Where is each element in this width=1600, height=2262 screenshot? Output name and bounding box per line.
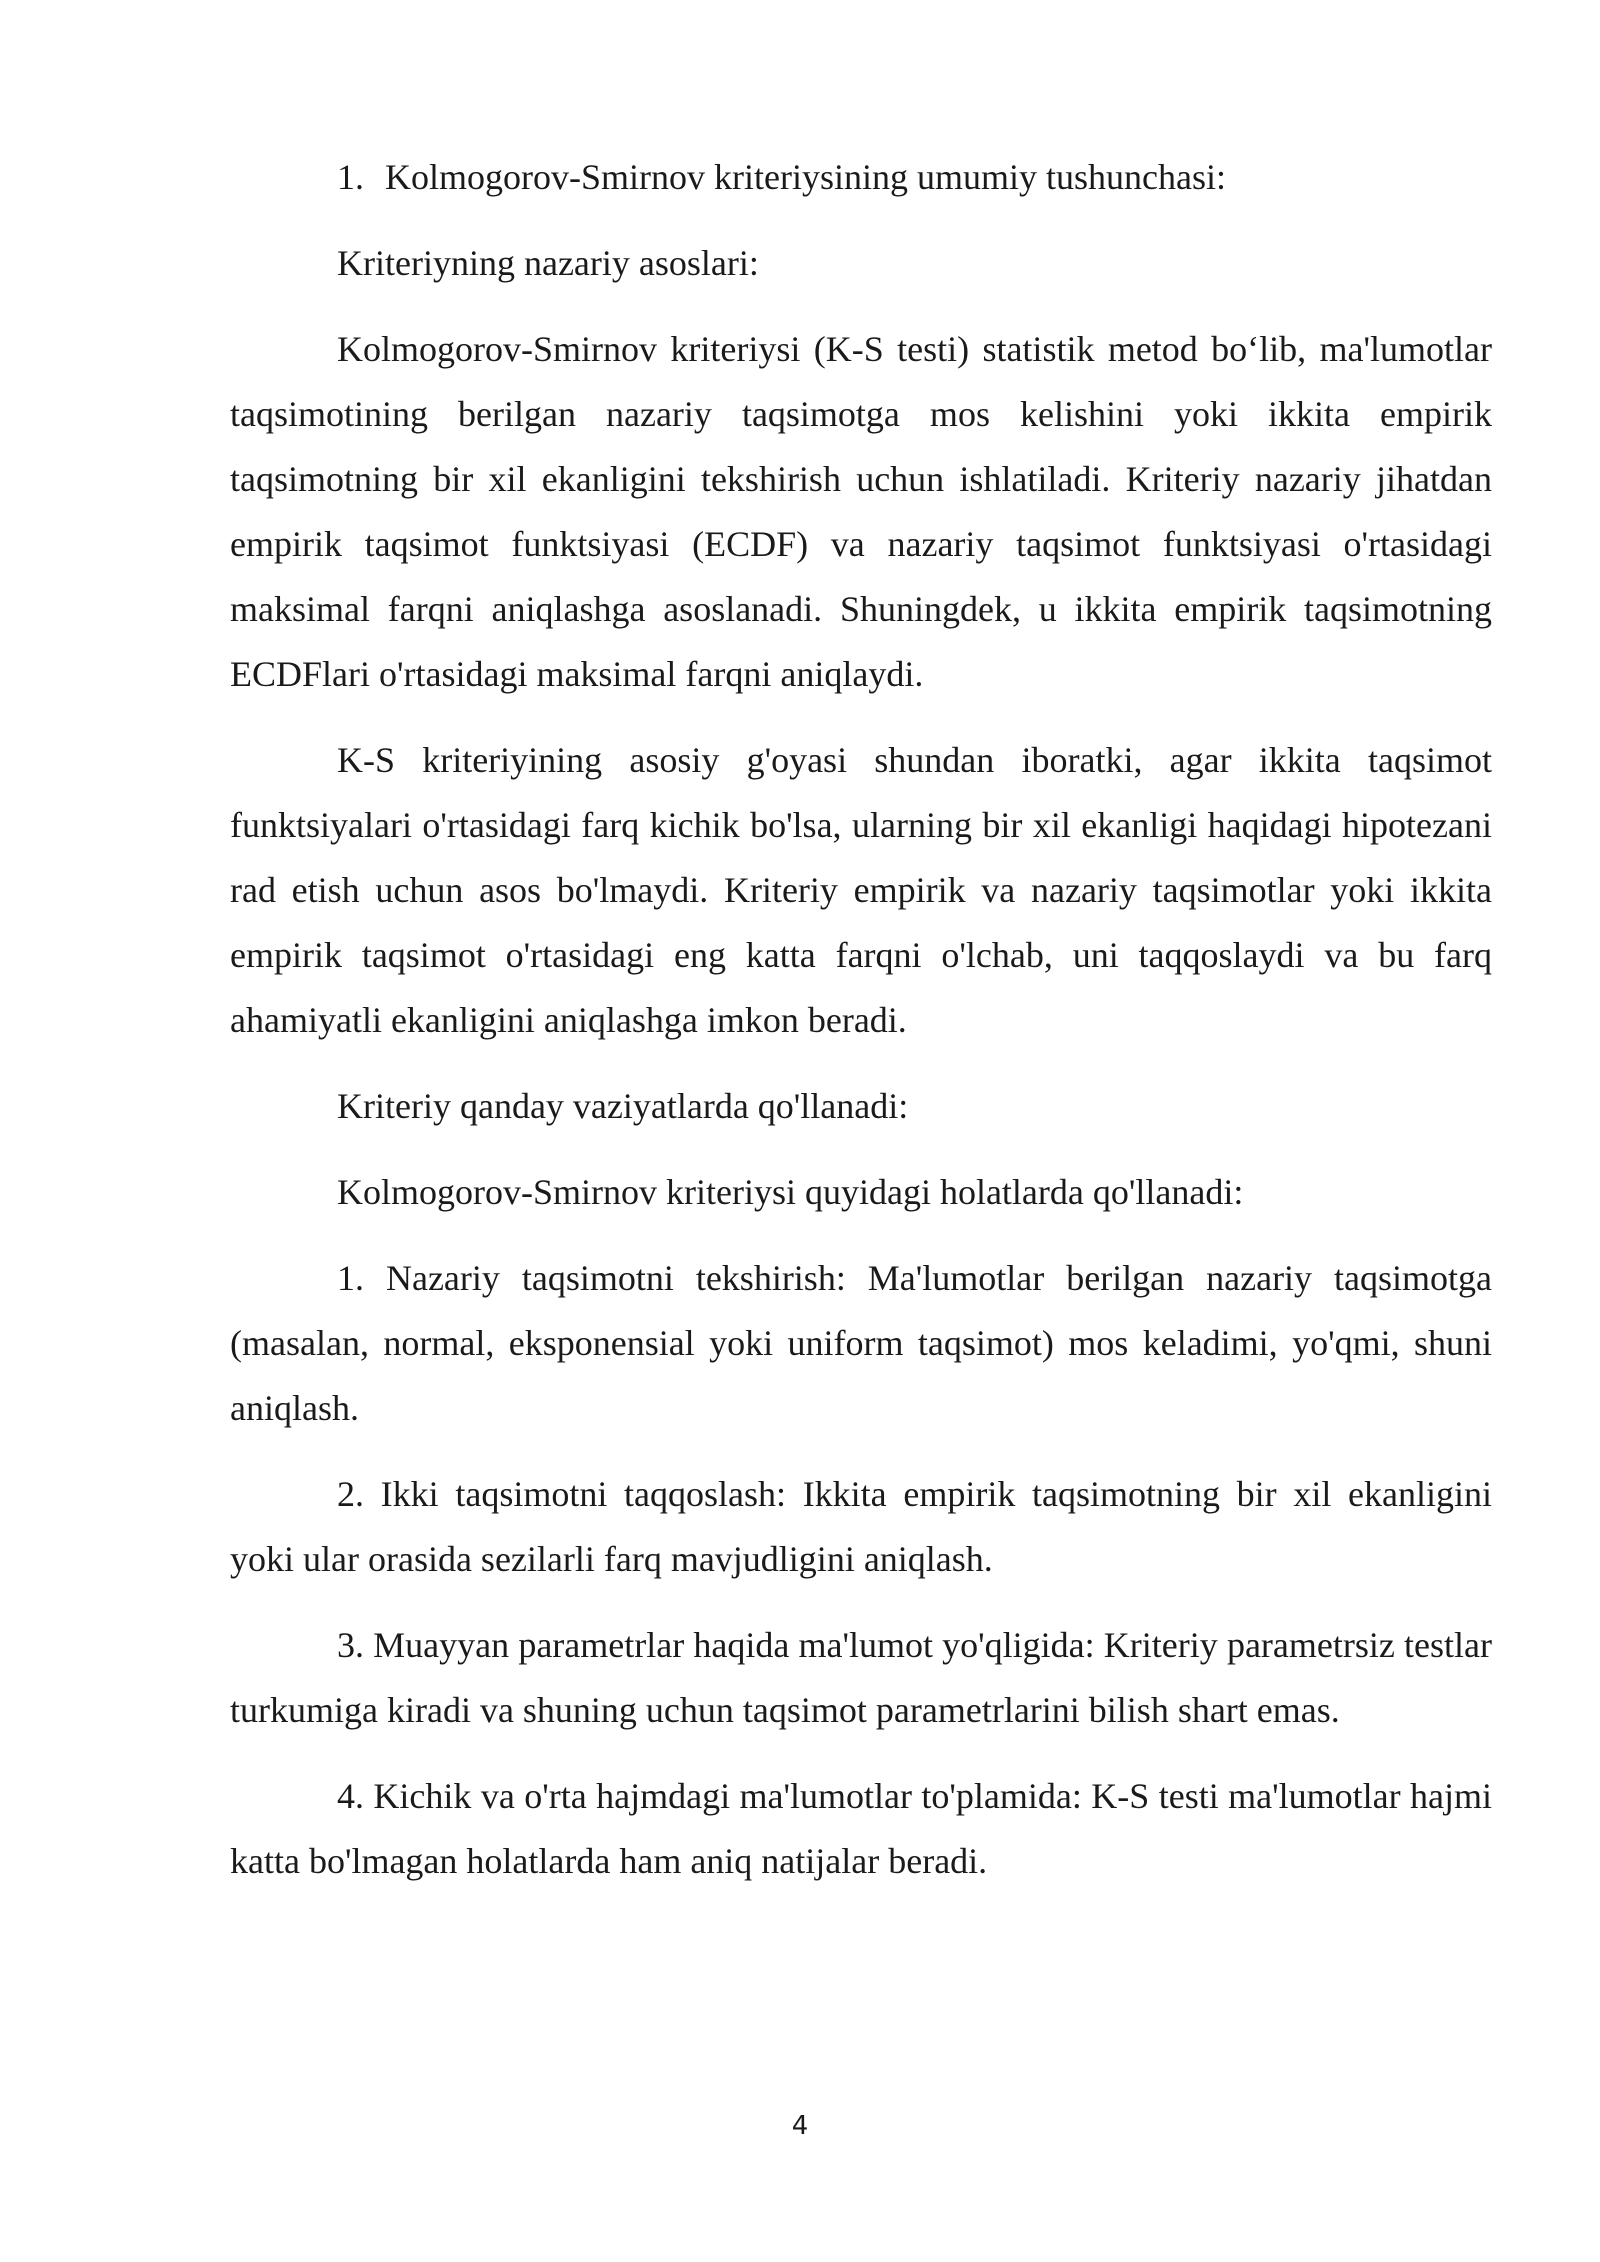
section-title: Kolmogorov-Smirnov kriteriysining umumiy tushunchasi: — [385, 157, 1226, 197]
usage-item-4: 4. Kichik va o'rta hajmdagi ma'lumotlar to'plamida: K-S testi ma'lumotlar hajmi katta bo'lmagan holatlarda ham aniq natijalar beradi. — [230, 1776, 1492, 1881]
usage-item-3: 3. Muayyan parametrlar haqida ma'lumot yo'qligida: Kriteriy parametrsiz testlar turkumiga kiradi va shuning uchun taqsimot parametrlarini bilish shart emas. — [230, 1625, 1492, 1730]
section-number: 1. — [337, 157, 364, 197]
section-heading — [230, 145, 1492, 210]
paragraph-theory-2: K-S kriteriyining asosiy g'oyasi shundan iboratki, agar ikkita taqsimot funktsiyalari o'rtasidagi farq kichik bo'lsa, ularning bir xil ekanligi haqidagi hipotezani rad etish uchun asos bo'lmaydi. Kriteriy empirik va nazariy taqsimotlar yoki ikkita empirik taqsimot o'rtasidagi eng katta farqni o'lchab, uni taqqoslaydi va bu farq ahamiyatli ekanligini aniqlashga imkon beradi. — [230, 740, 1492, 1040]
usage-intro: Kolmogorov-Smirnov kriteriysi quyidagi holatlarda qo'llanadi: — [337, 1172, 1244, 1212]
page-number: 4 — [791, 2111, 809, 2141]
paragraph-theory-1: Kolmogorov-Smirnov kriteriysi (K-S testi) statistik metod bo‘lib, ma'lumotlar taqsimotining berilgan nazariy taqsimotga mos kelishini yoki ikkita empirik taqsimotning bir xil ekanligini tekshirish uchun ishlatiladi. Kriteriy nazariy jihatdan empirik taqsimot funktsiyasi (ECDF) va nazariy taqsimot funktsiyasi o'rtasidagi maksimal farqni aniqlashga asoslanadi. Shuningdek, u ikkita empirik taqsimotning ECDFlari o'rtasidagi maksimal farqni aniqlaydi. — [230, 329, 1492, 694]
subheading-usage: Kriteriy qanday vaziyatlarda qo'llanadi: — [337, 1086, 909, 1126]
page-content — [230, 145, 1492, 1915]
subheading-theory: Kriteriyning nazariy asoslari: — [337, 243, 759, 283]
usage-item-2: 2. Ikki taqsimotni taqqoslash: Ikkita empirik taqsimotning bir xil ekanligini yoki ular orasida sezilarli farq mavjudligini aniqlash. — [230, 1474, 1492, 1579]
usage-item-1: 1. Nazariy taqsimotni tekshirish: Ma'lumotlar berilgan nazariy taqsimotga (masalan, normal, eksponensial yoki uniform taqsimot) mos keladimi, yo'qmi, shuni aniqlash. — [230, 1258, 1492, 1428]
